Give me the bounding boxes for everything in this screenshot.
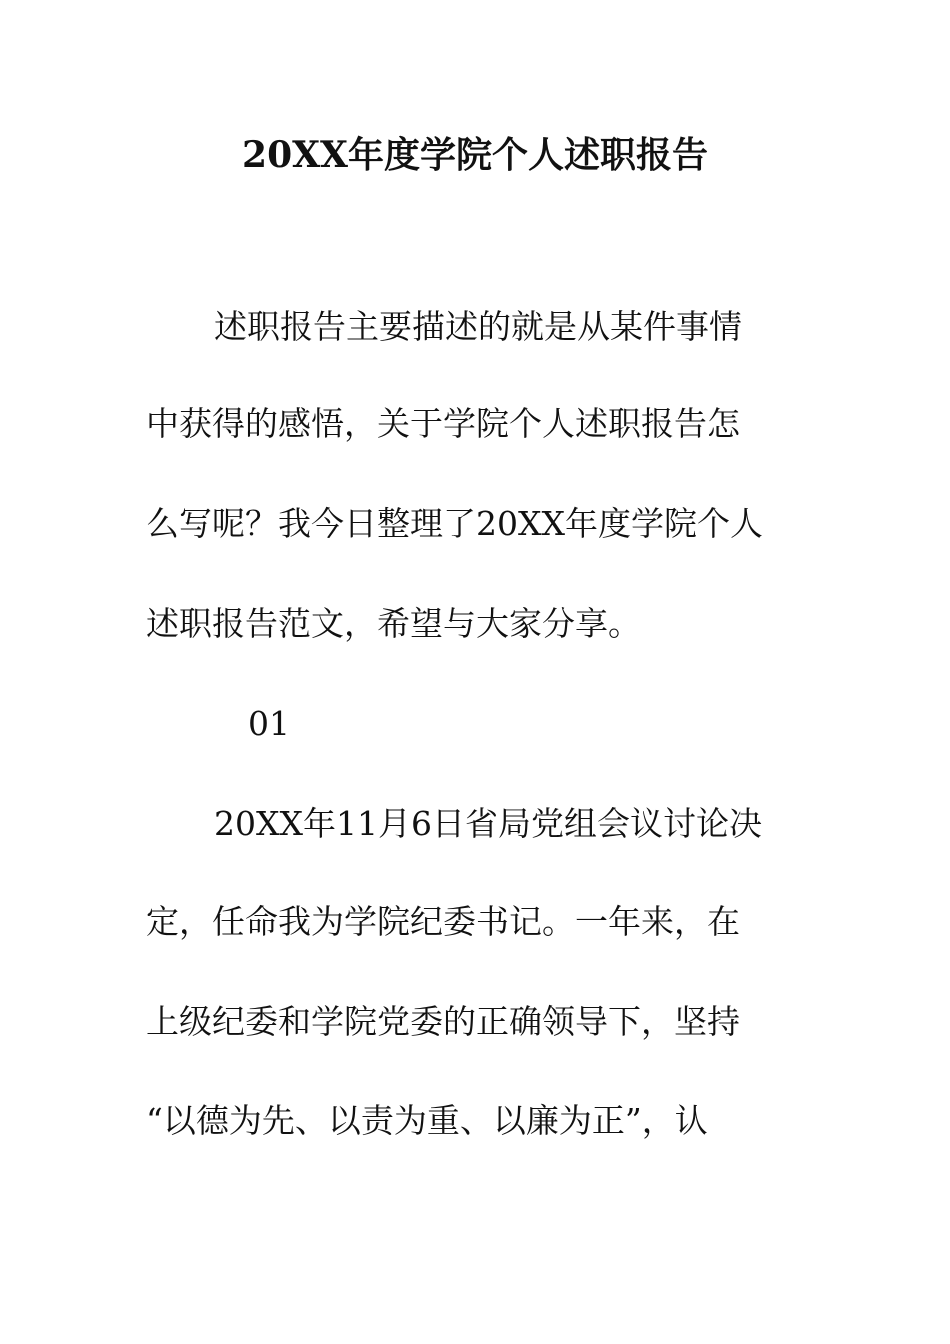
- intro-line-1: 述职报告主要描述的就是从某件事情: [214, 307, 742, 346]
- intro-line-2: 中获得的感悟，关于学院个人述职报告怎: [146, 404, 740, 443]
- body-line-3: 上级纪委和学院党委的正确领导下，坚持: [146, 1002, 740, 1041]
- section-number: 01: [248, 704, 290, 743]
- body-line-2: 定，任命我为学院纪委书记。一年来，在: [146, 902, 740, 941]
- body-line-1: 20XX年11月6日省局党组会议讨论决: [214, 804, 762, 843]
- intro-line-3: 么写呢？我今日整理了20XX年度学院个人: [146, 504, 763, 543]
- document-title: 20XX年度学院个人述职报告: [242, 134, 708, 176]
- body-line-4: “以德为先、以责为重、以廉为正”，认: [146, 1101, 708, 1140]
- intro-line-4: 述职报告范文，希望与大家分享。: [146, 604, 641, 643]
